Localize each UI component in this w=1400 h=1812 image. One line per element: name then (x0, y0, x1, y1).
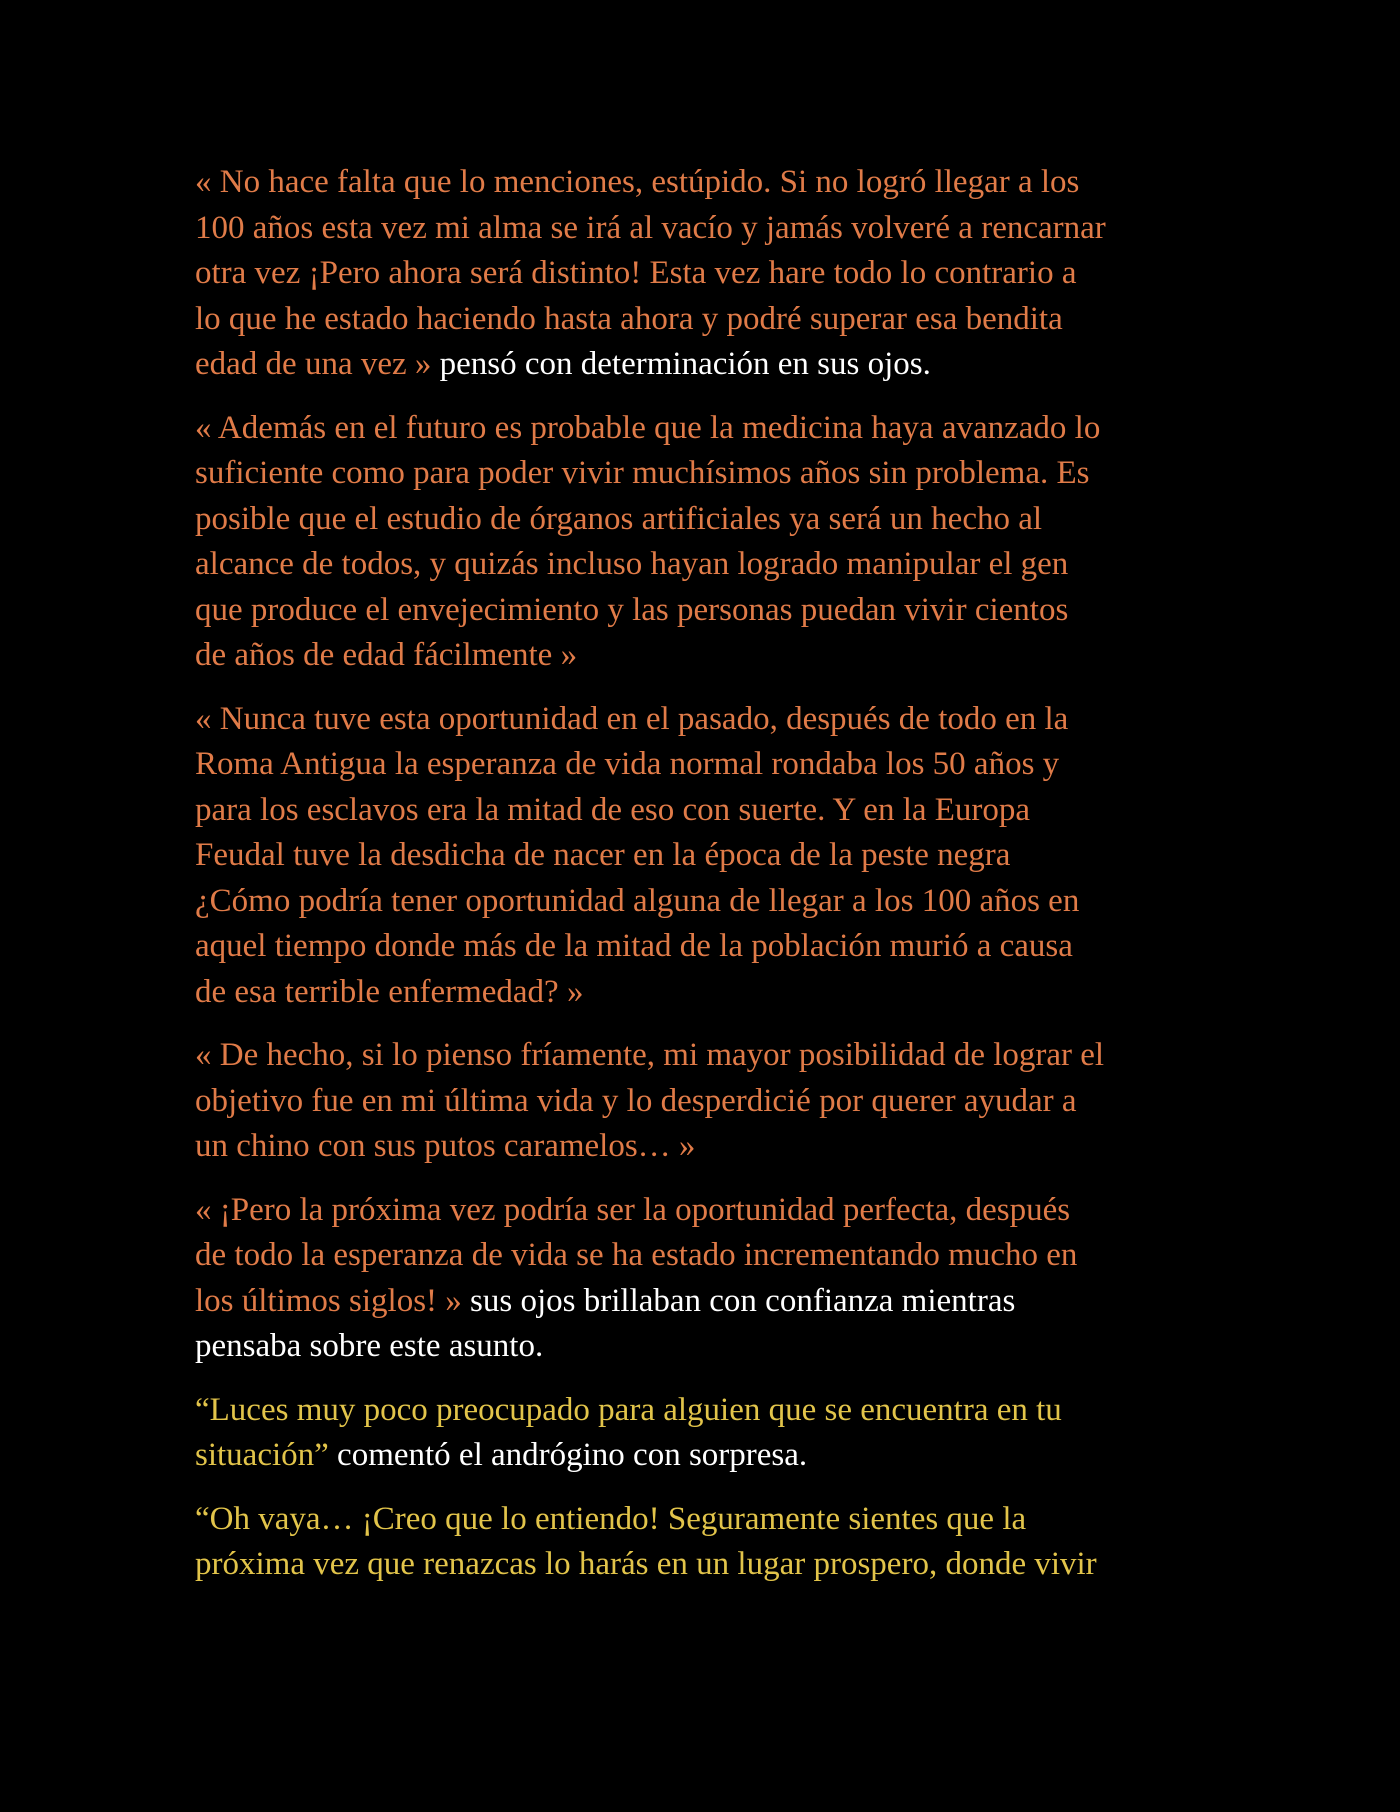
dialogue-text: “Oh vaya… ¡Creo que lo entiendo! Seguramente sientes que la próxima vez que renazcas lo harás en un lugar prospero, donde vivir (195, 1500, 1097, 1582)
narration-text: comentó el andrógino con sorpresa. (328, 1437, 808, 1473)
dialogue-text: “Luces muy poco preocupado para alguien que se encuentra en tu situación” (195, 1391, 1062, 1473)
paragraph-7 (195, 1497, 1215, 1588)
inner-thought-text: « No hace falta que lo menciones, estúpido. Si no logró llegar a los 100 años esta vez mi alma se irá al vacío y jamás volveré a rencarnar otra vez ¡Pero ahora será distinto! Esta vez hare todo lo contrario a lo que he estado haciendo hasta ahora y podré superar esa bendita edad de una vez » (195, 164, 1106, 382)
paragraph-1 (195, 160, 1215, 388)
narration-text: sus ojos brillaban con confianza mientras pensaba sobre este asunto. (195, 1282, 1016, 1364)
paragraph-3 (195, 697, 1215, 1016)
paragraph-6 (195, 1388, 1215, 1479)
inner-thought-text: « De hecho, si lo pienso fríamente, mi mayor posibilidad de lograr el objetivo fue en mi última vida y lo desperdicié por querer ayudar a un chino con sus putos caramelos… » (195, 1037, 1105, 1164)
paragraph-4 (195, 1033, 1215, 1170)
book-page (195, 160, 1215, 1606)
inner-thought-text: « Además en el futuro es probable que la medicina haya avanzado lo suficiente como para poder vivir muchísimos años sin problema. Es posible que el estudio de órganos artificiales ya será un hecho al alcance de todos, y quizás incluso hayan logrado manipular el gen que produce el envejecimiento y las personas puedan vivir cientos de años de edad fácilmente » (195, 409, 1101, 673)
inner-thought-text: « ¡Pero la próxima vez podría ser la oportunidad perfecta, después de todo la esperanza de vida se ha estado incrementando mucho en los últimos siglos! » (195, 1191, 1078, 1319)
narration-text: pensó con determinación en sus ojos. (431, 346, 931, 382)
paragraph-2 (195, 406, 1215, 679)
paragraph-5 (195, 1188, 1215, 1370)
inner-thought-text: « Nunca tuve esta oportunidad en el pasado, después de todo en la Roma Antigua la esperanza de vida normal rondaba los 50 años y para los esclavos era la mitad de eso con suerte. Y en la Europa Feudal tuve la desdicha de nacer en la época de la peste negra ¿Cómo podría tener oportunidad alguna de llegar a los 100 años en aquel tiempo donde más de la mitad de la población murió a causa de esa terrible enfermedad? » (195, 700, 1080, 1010)
